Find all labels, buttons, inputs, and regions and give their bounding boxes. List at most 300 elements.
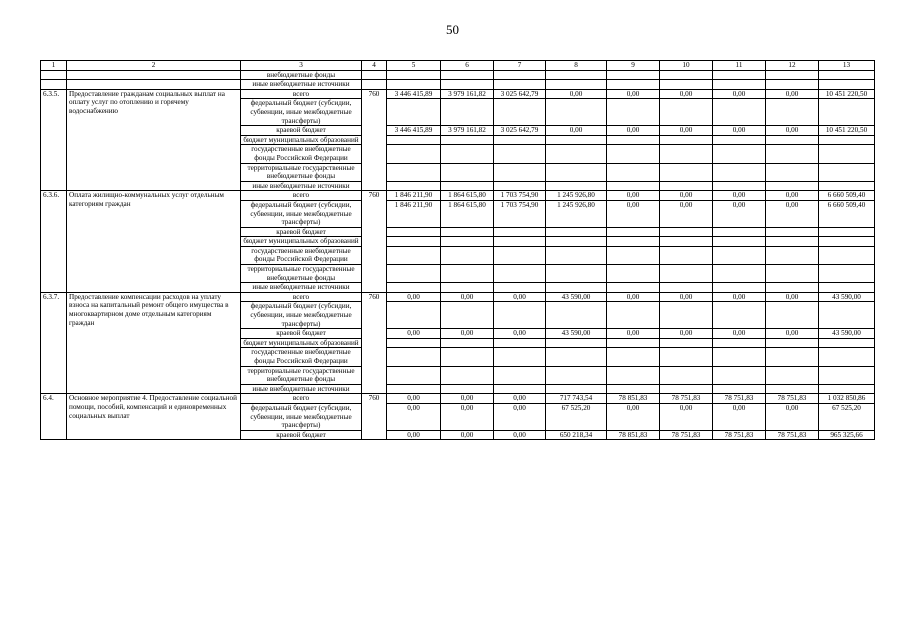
value-cell: [766, 135, 819, 145]
value-cell: [819, 246, 875, 264]
value-cell: 1 864 615,80: [441, 191, 494, 201]
value-cell: [441, 99, 494, 126]
table-row: [41, 292, 875, 302]
value-cell: 0,00: [660, 403, 713, 430]
value-cell: [660, 338, 713, 348]
source-cell: иные внебюджетные источники: [241, 80, 362, 90]
table-row: [41, 80, 875, 90]
value-cell: [494, 163, 546, 181]
value-cell: 0,00: [494, 403, 546, 430]
value-cell: [441, 227, 494, 237]
value-cell: [713, 181, 766, 191]
value-cell: [607, 348, 660, 366]
value-cell: [494, 384, 546, 394]
column-number-row: [41, 61, 875, 71]
funding-source: государственные внебюджетные фонды Российской Федерации: [241, 246, 362, 264]
value-cell: 0,00: [494, 292, 546, 302]
value-cell: [546, 163, 607, 181]
value-cell: [660, 181, 713, 191]
column-number-cell: 1: [41, 61, 67, 71]
value-cell: [387, 181, 441, 191]
value-cell: [494, 366, 546, 384]
column-number-cell: 12: [766, 61, 819, 71]
value-cell: [387, 99, 441, 126]
value-cell: 0,00: [713, 200, 766, 227]
value-cell: [546, 181, 607, 191]
value-cell: [660, 265, 713, 283]
value-cell: [607, 163, 660, 181]
column-number-cell: 7: [494, 61, 546, 71]
budget-table: [40, 60, 875, 440]
value-cell: [660, 145, 713, 163]
value-cell: [660, 99, 713, 126]
value-cell: 0,00: [660, 89, 713, 99]
value-cell: [494, 80, 546, 90]
value-cell: [607, 181, 660, 191]
value-cell: [546, 338, 607, 348]
value-cell: [607, 246, 660, 264]
value-cell: [766, 99, 819, 126]
funding-source: иные внебюджетные источники: [241, 181, 362, 191]
value-cell: 1 032 850,86: [819, 394, 875, 404]
value-cell: 0,00: [607, 191, 660, 201]
value-cell: 0,00: [546, 126, 607, 136]
value-cell: [766, 283, 819, 293]
value-cell: [441, 70, 494, 80]
value-cell: [441, 348, 494, 366]
value-cell: [362, 80, 387, 90]
value-cell: 43 590,00: [819, 329, 875, 339]
value-cell: 1 245 926,80: [546, 200, 607, 227]
value-cell: 0,00: [441, 292, 494, 302]
code-cell: [41, 70, 67, 80]
value-cell: [713, 283, 766, 293]
value-cell: [766, 227, 819, 237]
name-cell: [67, 80, 241, 90]
value-cell: [660, 227, 713, 237]
value-cell: [387, 163, 441, 181]
value-cell: 1 864 615,80: [441, 200, 494, 227]
value-cell: [494, 135, 546, 145]
value-cell: [546, 384, 607, 394]
value-cell: [607, 70, 660, 80]
funding-source: краевой бюджет: [241, 430, 362, 440]
value-cell: [546, 80, 607, 90]
value-cell: [713, 366, 766, 384]
funding-source: государственные внебюджетные фонды Российской Федерации: [241, 348, 362, 366]
value-cell: [766, 348, 819, 366]
value-cell: 0,00: [387, 403, 441, 430]
value-cell: [713, 145, 766, 163]
executor-code: 760: [362, 191, 387, 293]
value-cell: 717 743,54: [546, 394, 607, 404]
column-number-cell: 4: [362, 61, 387, 71]
value-cell: [546, 135, 607, 145]
value-cell: [766, 70, 819, 80]
value-cell: [766, 384, 819, 394]
table-row: [41, 394, 875, 404]
funding-source: всего: [241, 394, 362, 404]
activity-code: 6.4.: [41, 394, 67, 440]
value-cell: 3 446 415,89: [387, 89, 441, 99]
value-cell: [607, 99, 660, 126]
value-cell: [766, 163, 819, 181]
value-cell: [607, 283, 660, 293]
funding-source: всего: [241, 191, 362, 201]
column-number-cell: 2: [67, 61, 241, 71]
value-cell: 0,00: [441, 394, 494, 404]
name-cell: [67, 70, 241, 80]
value-cell: [819, 227, 875, 237]
activity-code: 6.3.5.: [41, 89, 67, 191]
value-cell: 78 751,83: [713, 394, 766, 404]
value-cell: [819, 384, 875, 394]
value-cell: 3 446 415,89: [387, 126, 441, 136]
value-cell: [819, 99, 875, 126]
value-cell: [819, 70, 875, 80]
value-cell: 0,00: [494, 394, 546, 404]
value-cell: [819, 80, 875, 90]
value-cell: [607, 145, 660, 163]
value-cell: 0,00: [766, 329, 819, 339]
value-cell: [660, 283, 713, 293]
value-cell: 0,00: [441, 430, 494, 440]
value-cell: 0,00: [660, 329, 713, 339]
value-cell: 0,00: [387, 292, 441, 302]
activity-name: Оплата жилищно-коммунальных услуг отдельным категориям граждан: [67, 191, 241, 293]
value-cell: [713, 227, 766, 237]
value-cell: 78 751,83: [766, 394, 819, 404]
value-cell: [546, 70, 607, 80]
value-cell: [819, 265, 875, 283]
funding-source: территориальные государственные внебюджетные фонды: [241, 366, 362, 384]
value-cell: [766, 237, 819, 247]
value-cell: 0,00: [607, 403, 660, 430]
value-cell: 0,00: [494, 329, 546, 339]
funding-source: федеральный бюджет (субсидии, субвенции, иные межбюджетные трансферты): [241, 99, 362, 126]
column-number-cell: 8: [546, 61, 607, 71]
value-cell: [441, 366, 494, 384]
value-cell: [713, 80, 766, 90]
value-cell: 0,00: [766, 403, 819, 430]
value-cell: 0,00: [766, 126, 819, 136]
value-cell: 3 025 642,79: [494, 89, 546, 99]
value-cell: 0,00: [494, 430, 546, 440]
value-cell: [713, 384, 766, 394]
value-cell: 78 751,83: [766, 430, 819, 440]
value-cell: [713, 265, 766, 283]
value-cell: [387, 70, 441, 80]
value-cell: [387, 302, 441, 329]
value-cell: 0,00: [766, 191, 819, 201]
value-cell: [387, 366, 441, 384]
activity-code: 6.3.6.: [41, 191, 67, 293]
value-cell: [441, 246, 494, 264]
activity-name: Предоставление гражданам социальных выплат на оплату услуг по отоплению и горячему водоснабжению: [67, 89, 241, 191]
value-cell: [713, 246, 766, 264]
column-number-cell: 3: [241, 61, 362, 71]
funding-source: государственные внебюджетные фонды Российской Федерации: [241, 145, 362, 163]
value-cell: [713, 163, 766, 181]
value-cell: 0,00: [441, 329, 494, 339]
value-cell: 78 751,83: [660, 430, 713, 440]
value-cell: [494, 265, 546, 283]
value-cell: 1 703 754,90: [494, 200, 546, 227]
value-cell: 0,00: [387, 329, 441, 339]
value-cell: [387, 237, 441, 247]
value-cell: [819, 135, 875, 145]
funding-source: всего: [241, 89, 362, 99]
table-row: [41, 191, 875, 201]
value-cell: [766, 265, 819, 283]
value-cell: [660, 366, 713, 384]
value-cell: [387, 145, 441, 163]
value-cell: [546, 237, 607, 247]
value-cell: [387, 80, 441, 90]
value-cell: 0,00: [441, 403, 494, 430]
value-cell: [441, 135, 494, 145]
page-number: 50: [446, 22, 459, 37]
value-cell: [546, 366, 607, 384]
value-cell: 0,00: [713, 403, 766, 430]
value-cell: [546, 246, 607, 264]
value-cell: [819, 338, 875, 348]
value-cell: [546, 99, 607, 126]
value-cell: [441, 181, 494, 191]
value-cell: [387, 384, 441, 394]
value-cell: [607, 384, 660, 394]
funding-source: бюджет муниципальных образований: [241, 135, 362, 145]
value-cell: [766, 181, 819, 191]
value-cell: [819, 302, 875, 329]
value-cell: [441, 80, 494, 90]
value-cell: [441, 265, 494, 283]
value-cell: 0,00: [607, 89, 660, 99]
value-cell: [441, 283, 494, 293]
value-cell: [713, 348, 766, 366]
value-cell: [660, 80, 713, 90]
value-cell: 0,00: [660, 191, 713, 201]
value-cell: [607, 302, 660, 329]
value-cell: [494, 338, 546, 348]
value-cell: 650 218,34: [546, 430, 607, 440]
value-cell: [819, 145, 875, 163]
value-cell: [494, 302, 546, 329]
executor-code: 760: [362, 394, 387, 440]
value-cell: 78 751,83: [660, 394, 713, 404]
value-cell: [607, 366, 660, 384]
funding-source: краевой бюджет: [241, 329, 362, 339]
funding-source: федеральный бюджет (субсидии, субвенции, иные межбюджетные трансферты): [241, 403, 362, 430]
value-cell: [819, 348, 875, 366]
value-cell: [494, 145, 546, 163]
value-cell: 0,00: [660, 126, 713, 136]
value-cell: [713, 70, 766, 80]
value-cell: [441, 163, 494, 181]
value-cell: 78 751,83: [713, 430, 766, 440]
value-cell: 6 660 509,40: [819, 191, 875, 201]
value-cell: [546, 283, 607, 293]
value-cell: [713, 338, 766, 348]
column-number-cell: 5: [387, 61, 441, 71]
value-cell: [546, 227, 607, 237]
value-cell: [387, 135, 441, 145]
value-cell: [607, 265, 660, 283]
value-cell: [387, 338, 441, 348]
value-cell: 1 846 211,90: [387, 191, 441, 201]
value-cell: [713, 237, 766, 247]
executor-code: 760: [362, 89, 387, 191]
value-cell: [387, 283, 441, 293]
value-cell: [494, 227, 546, 237]
value-cell: 965 325,66: [819, 430, 875, 440]
value-cell: 0,00: [766, 292, 819, 302]
value-cell: 0,00: [713, 89, 766, 99]
value-cell: 0,00: [713, 126, 766, 136]
value-cell: 0,00: [766, 89, 819, 99]
funding-source: бюджет муниципальных образований: [241, 237, 362, 247]
value-cell: [660, 302, 713, 329]
value-cell: [766, 246, 819, 264]
code-cell: [41, 80, 67, 90]
value-cell: [819, 283, 875, 293]
value-cell: 0,00: [766, 200, 819, 227]
value-cell: [713, 135, 766, 145]
value-cell: 0,00: [607, 292, 660, 302]
value-cell: 10 451 220,50: [819, 126, 875, 136]
value-cell: [441, 302, 494, 329]
funding-source: иные внебюджетные источники: [241, 283, 362, 293]
column-number-cell: 9: [607, 61, 660, 71]
funding-source: территориальные государственные внебюджетные фонды: [241, 163, 362, 181]
executor-code: 760: [362, 292, 387, 394]
value-cell: [660, 348, 713, 366]
value-cell: [766, 338, 819, 348]
value-cell: 43 590,00: [819, 292, 875, 302]
value-cell: [441, 145, 494, 163]
value-cell: 0,00: [713, 292, 766, 302]
value-cell: 6 660 509,40: [819, 200, 875, 227]
value-cell: [607, 80, 660, 90]
value-cell: [387, 265, 441, 283]
value-cell: [546, 265, 607, 283]
value-cell: 0,00: [546, 89, 607, 99]
value-cell: [607, 135, 660, 145]
table-row: [41, 70, 875, 80]
funding-source: краевой бюджет: [241, 227, 362, 237]
value-cell: 0,00: [607, 200, 660, 227]
value-cell: 67 525,20: [546, 403, 607, 430]
value-cell: [607, 338, 660, 348]
value-cell: [819, 366, 875, 384]
value-cell: 3 979 161,82: [441, 126, 494, 136]
value-cell: 43 590,00: [546, 329, 607, 339]
value-cell: 1 245 926,80: [546, 191, 607, 201]
value-cell: [546, 145, 607, 163]
value-cell: [660, 237, 713, 247]
value-cell: 3 025 642,79: [494, 126, 546, 136]
value-cell: [494, 246, 546, 264]
value-cell: [441, 237, 494, 247]
value-cell: [660, 246, 713, 264]
value-cell: [494, 99, 546, 126]
value-cell: 0,00: [387, 394, 441, 404]
value-cell: [387, 246, 441, 264]
funding-source: краевой бюджет: [241, 126, 362, 136]
value-cell: [494, 283, 546, 293]
value-cell: 0,00: [607, 126, 660, 136]
value-cell: [713, 99, 766, 126]
value-cell: [494, 181, 546, 191]
value-cell: 0,00: [713, 329, 766, 339]
column-number-cell: 10: [660, 61, 713, 71]
value-cell: [607, 227, 660, 237]
value-cell: [660, 135, 713, 145]
value-cell: [766, 145, 819, 163]
value-cell: 1 846 211,90: [387, 200, 441, 227]
value-cell: 0,00: [660, 200, 713, 227]
value-cell: [362, 70, 387, 80]
value-cell: [387, 227, 441, 237]
value-cell: 3 979 161,82: [441, 89, 494, 99]
funding-source: федеральный бюджет (субсидии, субвенции, иные межбюджетные трансферты): [241, 302, 362, 329]
activity-name: Основное мероприятие 4. Предоставление социальной помощи, пособий, компенсаций и единовременных социальных выплат: [67, 394, 241, 440]
value-cell: [766, 366, 819, 384]
table-row: [41, 89, 875, 99]
funding-source: территориальные государственные внебюджетные фонды: [241, 265, 362, 283]
source-cell: внебюджетные фонды: [241, 70, 362, 80]
column-number-cell: 13: [819, 61, 875, 71]
value-cell: [660, 70, 713, 80]
value-cell: [607, 237, 660, 247]
funding-source: федеральный бюджет (субсидии, субвенции, иные межбюджетные трансферты): [241, 200, 362, 227]
value-cell: [546, 302, 607, 329]
funding-source: иные внебюджетные источники: [241, 384, 362, 394]
value-cell: [766, 302, 819, 329]
value-cell: [546, 348, 607, 366]
budget-table-body: [41, 61, 875, 440]
activity-name: Предоставление компенсации расходов на уплату взноса на капитальный ремонт общего имущества в многоквартирном доме отдельным категориям граждан: [67, 292, 241, 394]
value-cell: 0,00: [607, 329, 660, 339]
value-cell: [387, 348, 441, 366]
value-cell: 0,00: [387, 430, 441, 440]
column-number-cell: 6: [441, 61, 494, 71]
value-cell: 0,00: [713, 191, 766, 201]
value-cell: 43 590,00: [546, 292, 607, 302]
value-cell: [494, 237, 546, 247]
value-cell: [819, 181, 875, 191]
value-cell: [660, 163, 713, 181]
value-cell: [494, 70, 546, 80]
value-cell: [819, 237, 875, 247]
value-cell: [819, 163, 875, 181]
column-number-cell: 11: [713, 61, 766, 71]
funding-source: всего: [241, 292, 362, 302]
value-cell: [441, 384, 494, 394]
value-cell: [713, 302, 766, 329]
value-cell: [766, 80, 819, 90]
value-cell: 78 851,83: [607, 394, 660, 404]
value-cell: [660, 384, 713, 394]
value-cell: [494, 348, 546, 366]
value-cell: 1 703 754,90: [494, 191, 546, 201]
value-cell: 67 525,20: [819, 403, 875, 430]
value-cell: 0,00: [660, 292, 713, 302]
value-cell: 78 851,83: [607, 430, 660, 440]
value-cell: 10 451 220,50: [819, 89, 875, 99]
value-cell: [441, 338, 494, 348]
funding-source: бюджет муниципальных образований: [241, 338, 362, 348]
